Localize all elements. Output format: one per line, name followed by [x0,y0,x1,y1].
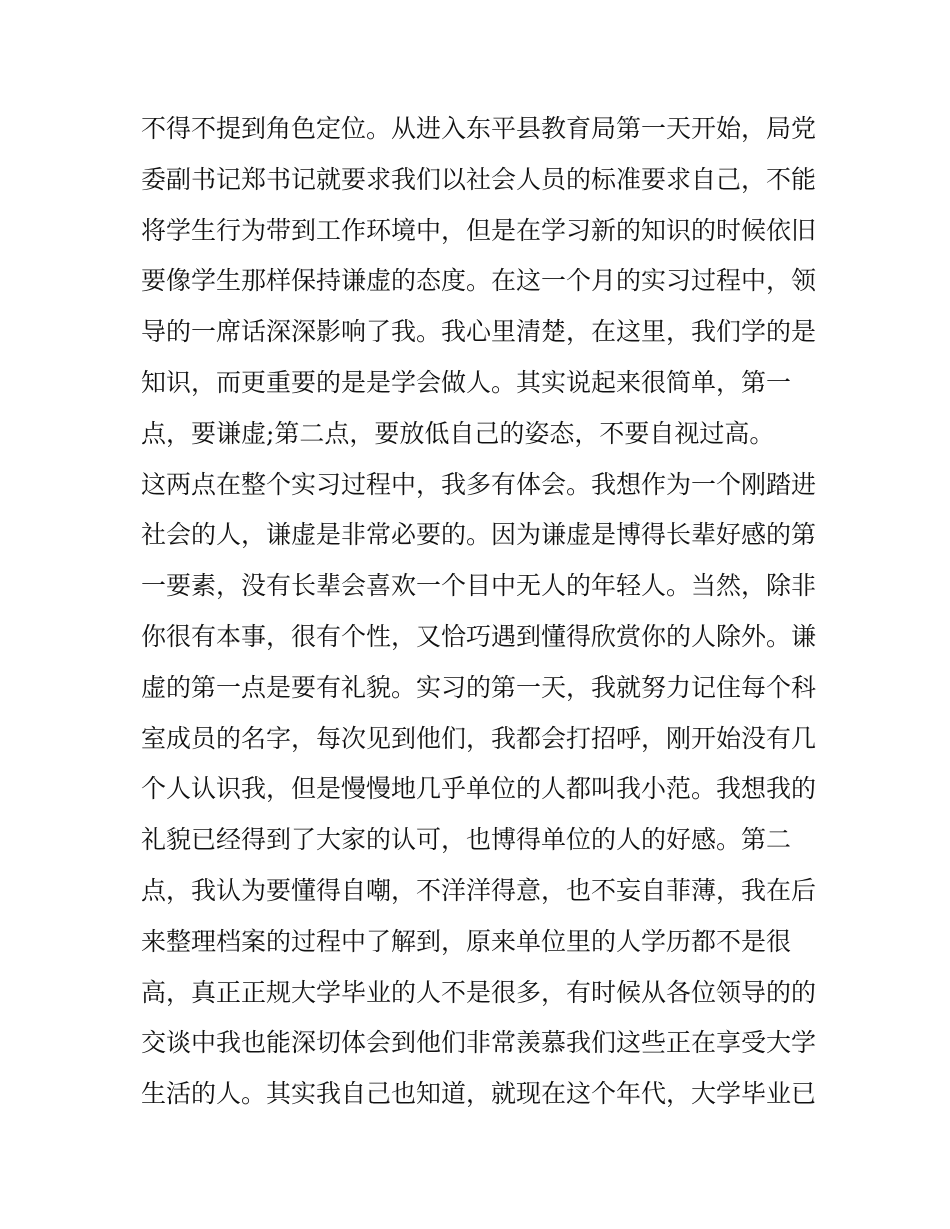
text-line: 这两点在整个实习过程中，我多有体会。我想作为一个刚踏进 [141,469,817,499]
text-line: 点，要谦虚;第二点，要放低自己的姿态，不要自视过高。 [141,418,775,448]
text-line: 个人认识我，但是慢慢地几乎单位的人都叫我小范。我想我的 [141,774,817,804]
text-line: 来整理档案的过程中了解到，原来单位里的人学历都不是很 [141,926,792,956]
text-line: 导的一席话深深影响了我。我心里清楚，在这里，我们学的是 [141,317,817,347]
text-line: 生活的人。其实我自己也知道，就现在这个年代，大学毕业已 [141,1079,817,1109]
text-line: 虚的第一点是要有礼貌。实习的第一天，我就努力记住每个科 [141,672,817,702]
text-line: 知识，而更重要的是是学会做人。其实说起来很简单，第一 [141,367,792,397]
text-line: 室成员的名字，每次见到他们，我都会打招呼，刚开始没有几 [141,723,817,753]
text-line: 不得不提到角色定位。从进入东平县教育局第一天开始，局党 [141,114,817,143]
text-line: 一要素，没有长辈会喜欢一个目中无人的年轻人。当然，除非 [141,571,817,601]
body-text [141,104,821,1120]
text-line: 交谈中我也能深切体会到他们非常羡慕我们这些正在享受大学 [141,1028,817,1058]
text-line: 要像学生那样保持谦虚的态度。在这一个月的实习过程中，领 [141,266,817,296]
text-line: 点，我认为要懂得自嘲，不洋洋得意，也不妄自菲薄，我在后 [141,875,817,905]
text-line: 将学生行为带到工作环境中，但是在学习新的知识的时候依旧 [141,215,817,245]
text-line: 高，真正正规大学毕业的人不是很多，有时候从各位领导的的 [141,977,817,1007]
text-line: 社会的人，谦虚是非常必要的。因为谦虚是博得长辈好感的第 [141,520,817,550]
text-line: 你很有本事，很有个性，又恰巧遇到懂得欣赏你的人除外。谦 [141,621,817,651]
text-line: 委副书记郑书记就要求我们以社会人员的标准要求自己，不能 [141,164,817,194]
text-line: 礼貌已经得到了大家的认可，也博得单位的人的好感。第二 [141,825,792,855]
